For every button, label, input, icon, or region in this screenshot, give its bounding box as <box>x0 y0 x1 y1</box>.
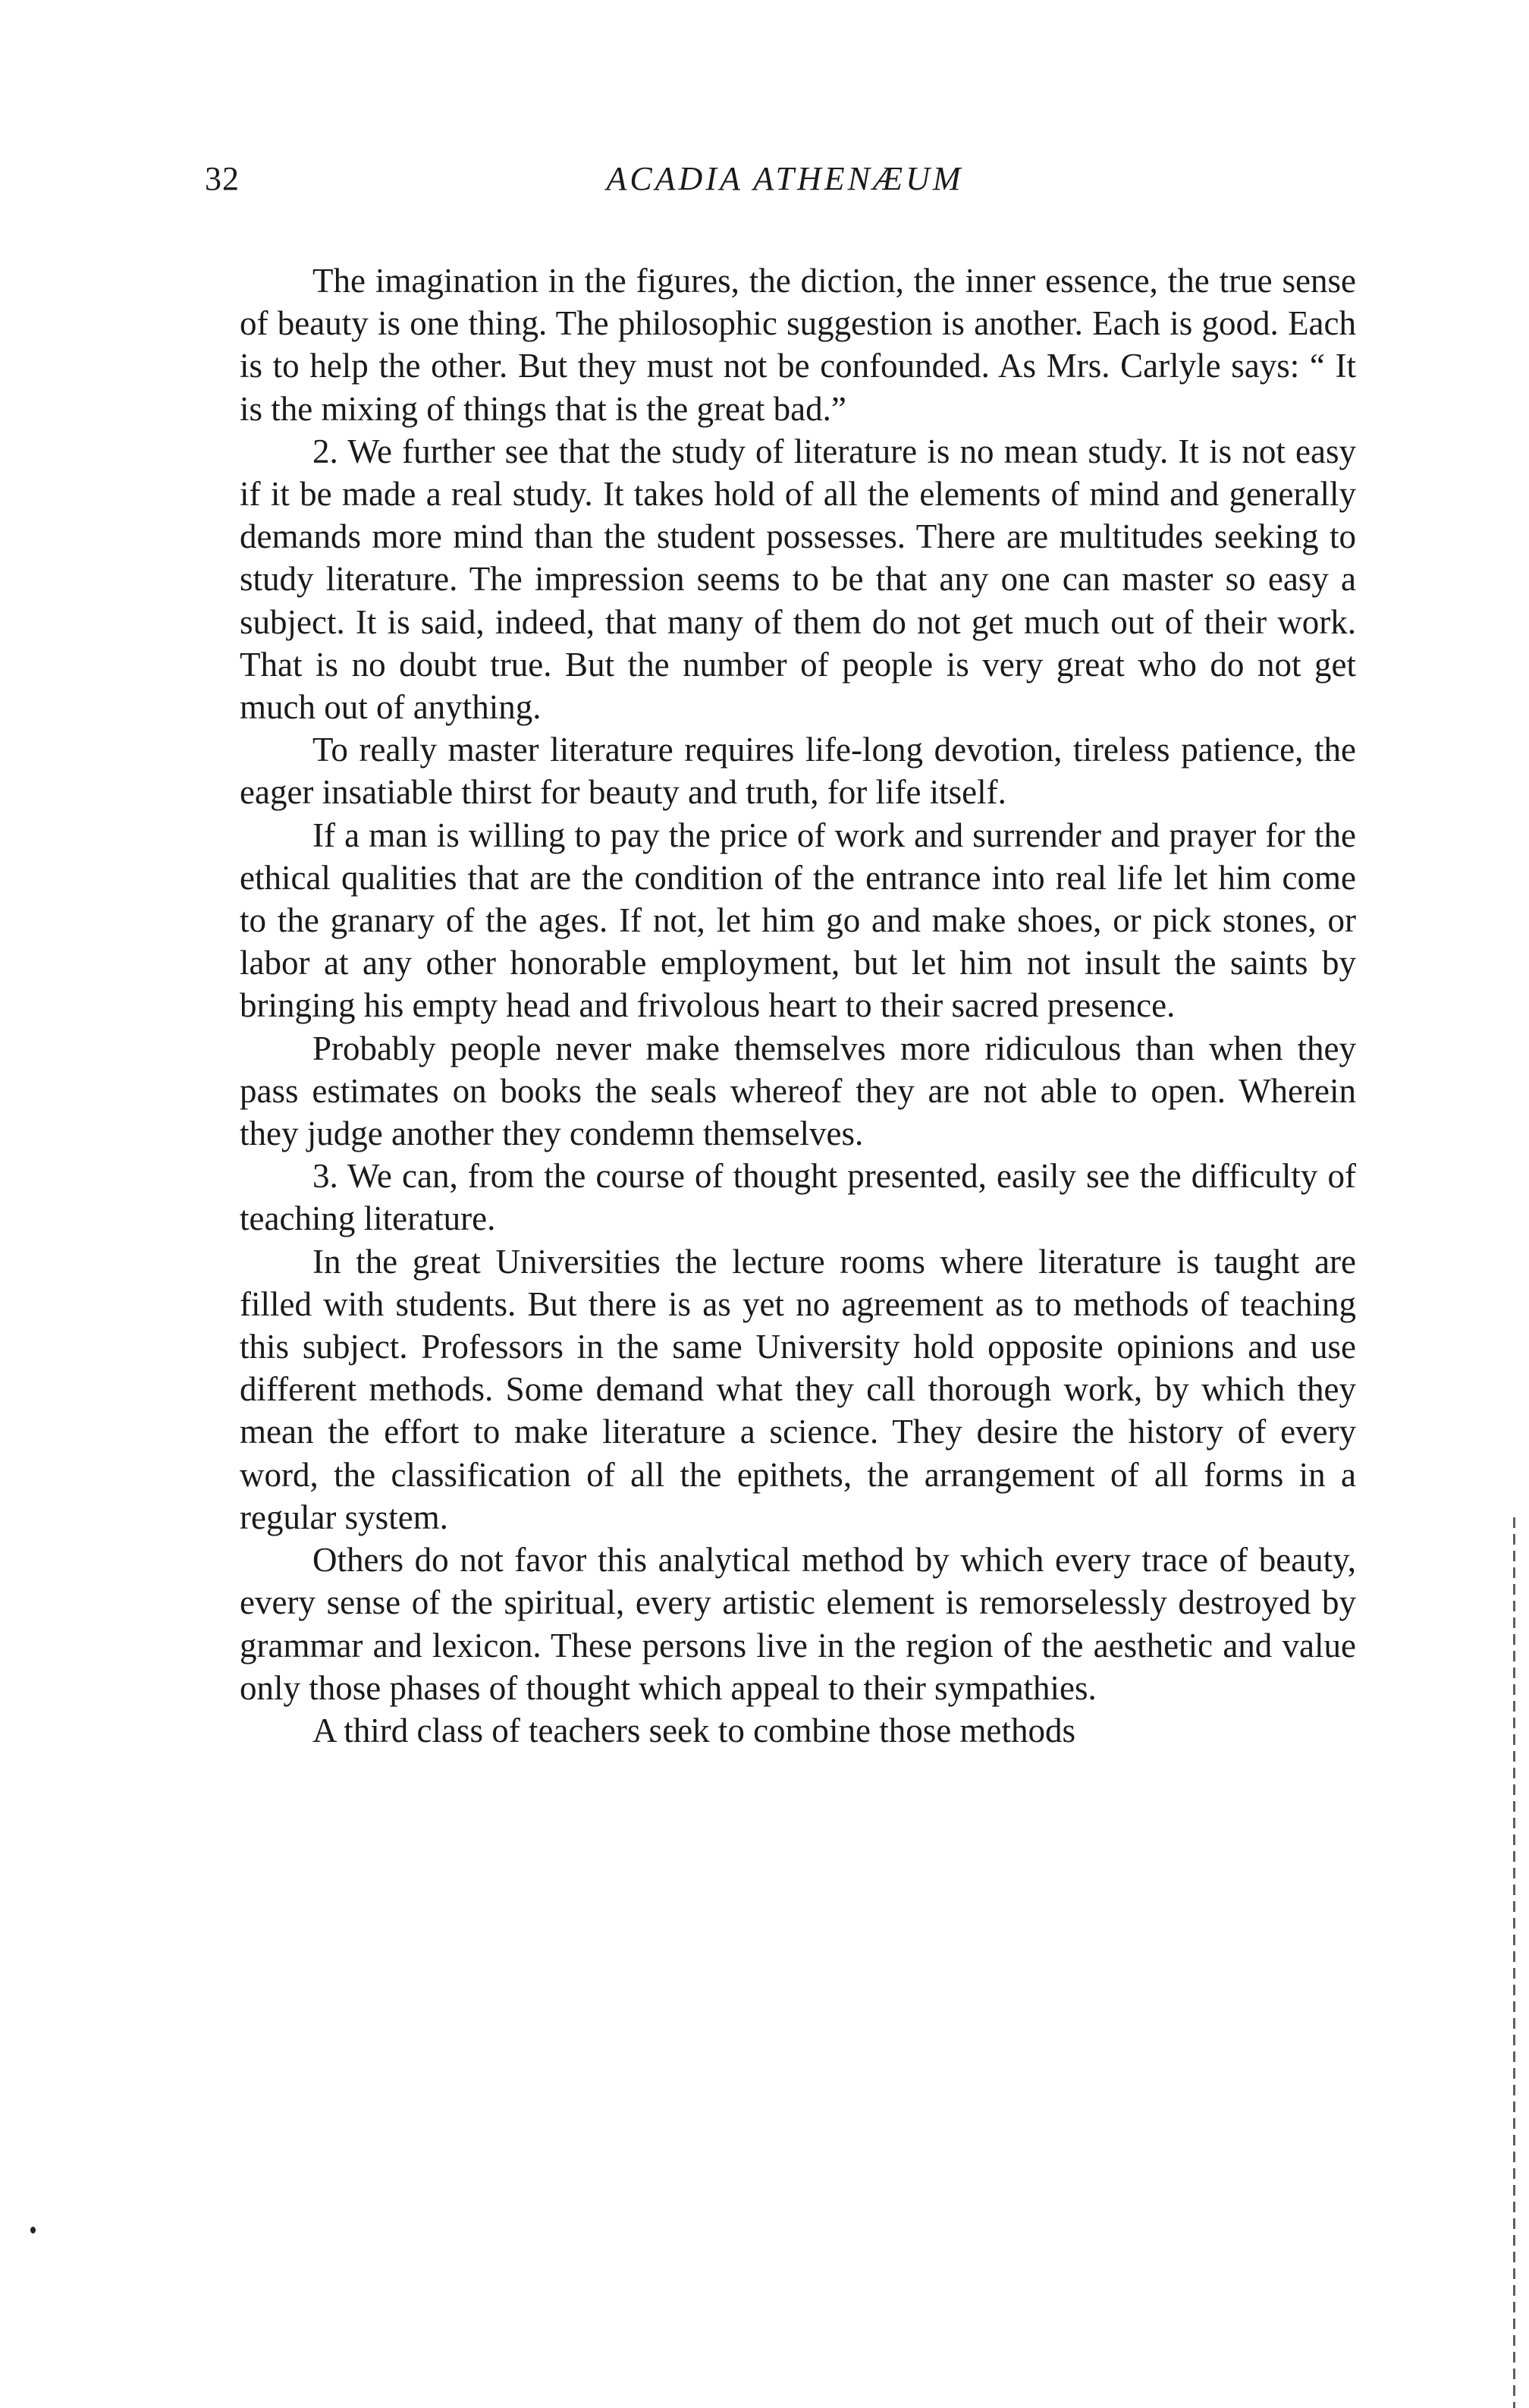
paragraph: In the great Universities the lecture rooms where literature is taught are filled with students. But there is as yet no agreement as to methods of teaching this subject. Professors in the same University hold opposite opinions and use different methods. Some demand what they call thorough work, by which they mean the effort to make literature a science. They desire the history of every word, the classification of all the epithets, the arrangement of all forms in a regular system. <box>240 1242 1356 1536</box>
paragraph: Others do not favor this analytical method by which every trace of beauty, every sense of the spiritual, every artistic element is remorselessly destroyed by grammar and lexicon. These persons live in the region of the aesthetic and value only those phases of thought which appeal to their sympathies. <box>240 1541 1356 1707</box>
paragraph: If a man is willing to pay the price of work and surrender and prayer for the ethical qualities that are the condition of the entrance into real life let him come to the granary of the ages. If not, let him go and make shoes, or pick stones, or labor at any other honorable employment, but let him not insult the saints by bringing his empty head and frivolous heart to their sacred presence. <box>240 816 1356 1025</box>
scan-speck <box>30 2227 36 2234</box>
paragraph: 2. We further see that the study of literature is no mean study. It is not easy if it be made a real study. It takes hold of all the elements of mind and generally demands more mind than the student possesses. There are multitudes seeking to study literature. The impression seems to be that any one can master so easy a subject. It is said, indeed, that many of them do not get much out of their work. That is no doubt true. But the number of people is very great who do not get much out of anything. <box>240 432 1356 727</box>
page-header <box>205 159 1365 212</box>
binding-edge-line <box>1513 1517 1515 2408</box>
running-head: ACADIA ATHENÆUM <box>606 160 964 197</box>
paragraph: The imagination in the figures, the diction, the inner essence, the true sense of beauty is one thing. The philosophic suggestion is another. Each is good. Each is to help the other. But they must not be confounded. As Mrs. Carlyle says: “ It is the mixing of things that is the great bad.” <box>240 262 1356 428</box>
paragraph: A third class of teachers seek to combine those methods <box>312 1711 1075 1749</box>
paragraph: Probably people never make themselves more ridiculous than when they pass estimates on books the seals whereof they are not able to open. Wherein they judge another they condemn themselves. <box>240 1029 1356 1153</box>
page-number: 32 <box>205 160 240 197</box>
body-text <box>240 259 1356 1752</box>
paragraph: To really master literature requires life-long devotion, tireless patience, the eager insatiable thirst for beauty and truth, for life itself. <box>240 731 1356 812</box>
paragraph: 3. We can, from the course of thought presented, easily see the difficulty of teaching literature. <box>240 1157 1356 1238</box>
